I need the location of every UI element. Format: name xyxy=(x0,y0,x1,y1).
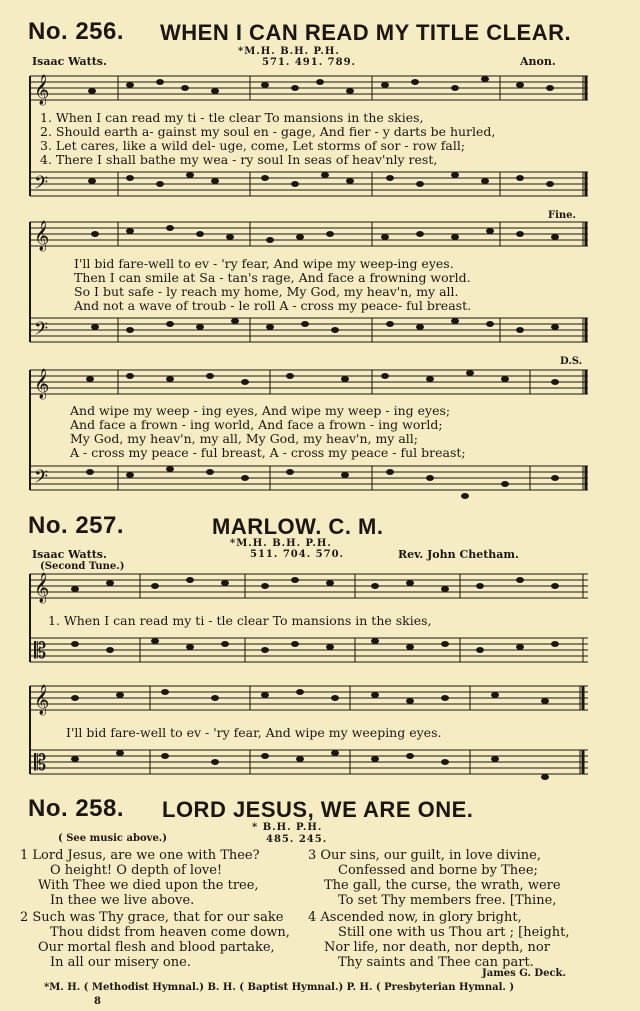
page-number: 8 xyxy=(94,996,101,1007)
hymn-256-composer: Anon. xyxy=(520,55,556,68)
hymn-256-verse-2-line-1: 2. Should earth a- gainst my soul en - gage, And fier - y darts be hurled, xyxy=(40,124,496,139)
hymn-256-verse-3-line-2: So I but safe - ly reach my home, My God, my heav'n, my all. xyxy=(74,284,459,299)
hymn-256-refs-nums: 571. 491. 789. xyxy=(262,57,357,68)
hymn-257-refs-nums: 511. 704. 570. xyxy=(250,549,345,560)
hymn-256-author: Isaac Watts. xyxy=(32,55,107,68)
hymn-256-verse-2-line-2: Then I can smile at Sa - tan's rage, And face a frowning world. xyxy=(74,270,471,285)
hymn-256-verse-1-line-3: And wipe my weep - ing eyes, And wipe my weep - ing eyes; xyxy=(70,403,451,418)
hymn-258-see-music: ( See music above.) xyxy=(58,833,168,844)
hymn-256-title: WHEN I CAN READ MY TITLE CLEAR. xyxy=(160,20,572,45)
hymn-256-number: No. 256. xyxy=(28,18,125,45)
hymn-258-title: LORD JESUS, WE ARE ONE. xyxy=(162,797,474,822)
svg-text:𝄞: 𝄞 xyxy=(34,573,50,603)
svg-text:𝄡: 𝄡 xyxy=(34,751,47,776)
svg-text:𝄞: 𝄞 xyxy=(34,685,50,715)
fine-marker: Fine. xyxy=(548,210,577,221)
svg-text:𝄢: 𝄢 xyxy=(34,173,49,198)
svg-text:𝄢: 𝄢 xyxy=(34,467,49,492)
hymn-258-right-line-3: The gall, the curse, the wrath, were xyxy=(324,878,561,893)
hymn-257-line-1: 1. When I can read my ti - tle clear To mansions in the skies, xyxy=(48,613,432,628)
hymn-258-left-line-8: In all our misery one. xyxy=(50,955,191,970)
hymn-258-refs-nums: 485. 245. xyxy=(266,834,328,845)
hymn-256-verse-4-line-2: And not a wave of troub - le roll A - cross my peace- ful breast. xyxy=(74,298,472,313)
hymn-256-verse-2-line-3: And face a frown - ing world, And face a frown - ing world; xyxy=(70,417,443,432)
hymn-258-left-line-6: Thou didst from heaven come down, xyxy=(50,925,290,940)
hymn-258-left-line-7: Our mortal flesh and blood partake, xyxy=(38,940,275,955)
svg-text:𝄢: 𝄢 xyxy=(34,319,49,344)
hymn-256-verse-3-line-1: 3. Let cares, like a wild del- uge, come, Let storms of sor - row fall; xyxy=(40,138,466,153)
hymnal-legend: *M. H. ( Methodist Hymnal.) B. H. ( Baptist Hymnal.) P. H. ( Presbyterian Hymnal. ) xyxy=(44,982,515,993)
hymn-258-left-line-3: With Thee we died upon the tree, xyxy=(38,878,259,893)
hymn-258-right-line-2: Confessed and borne by Thee; xyxy=(338,863,538,878)
hymn-257-tune-note: (Second Tune.) xyxy=(40,561,125,572)
hymn-258-left-line-4: In thee we live above. xyxy=(50,893,195,908)
hymn-257-author: Isaac Watts. xyxy=(32,548,107,561)
hymn-258-left-line-1: 1 Lord Jesus, are we one with Thee? xyxy=(20,848,260,863)
hymn-256-verse-4-line-1: 4. There I shall bathe my wea - ry soul In seas of heav'nly rest, xyxy=(40,152,438,167)
hymn-256-verse-3-line-3: My God, my heav'n, my all, My God, my heav'n, my all; xyxy=(70,431,418,446)
hymn-257-refs-head: *M.H. B.H. P.H. xyxy=(230,538,332,549)
hymn-258-right-line-5: 4 Ascended now, in glory bright, xyxy=(308,910,522,925)
hymn-258-right-line-4: To set Thy members free. [Thine, xyxy=(338,893,557,908)
svg-text:𝄞: 𝄞 xyxy=(34,221,50,251)
ds-marker: D.S. xyxy=(560,356,583,367)
hymn-258-signature: James G. Deck. xyxy=(482,968,566,979)
hymn-257-number: No. 257. xyxy=(28,512,125,539)
hymn-256-verse-1-line-2: I'll bid fare-well to ev - 'ry fear, And wipe my weep-ing eyes. xyxy=(74,256,454,271)
hymn-258-left-line-2: O height! O depth of love! xyxy=(50,863,223,878)
hymn-258-right-line-7: Nor life, nor death, nor depth, nor xyxy=(324,940,550,955)
hymn-256-verse-1-line-1: 1. When I can read my ti - tle clear To mansions in the skies, xyxy=(40,110,424,125)
hymn-257-line-2: I'll bid fare-well to ev - 'ry fear, And wipe my weeping eyes. xyxy=(66,725,442,740)
hymn-258-left-line-5: 2 Such was Thy grace, that for our sake xyxy=(20,910,284,925)
hymn-258-right-line-6: Still one with us Thou art ; [height, xyxy=(338,925,570,940)
svg-text:𝄡: 𝄡 xyxy=(34,639,47,664)
svg-text:𝄞: 𝄞 xyxy=(34,369,50,399)
hymn-258-right-line-8: Thy saints and Thee can part. xyxy=(338,955,534,970)
hymn-258-refs-head: * B.H. P.H. xyxy=(252,822,323,833)
hymn-258-number: No. 258. xyxy=(28,795,125,822)
hymn-256-refs-head: *M.H. B.H. P.H. xyxy=(238,46,340,57)
hymn-257-composer: Rev. John Chetham. xyxy=(398,548,519,561)
hymn-257-title: MARLOW. C. M. xyxy=(212,514,384,539)
svg-text:𝄞: 𝄞 xyxy=(34,75,50,105)
hymn-258-right-line-1: 3 Our sins, our guilt, in love divine, xyxy=(308,848,541,863)
hymn-256-verse-4-line-3: A - cross my peace - ful breast, A - cross my peace - ful breast; xyxy=(70,445,466,460)
